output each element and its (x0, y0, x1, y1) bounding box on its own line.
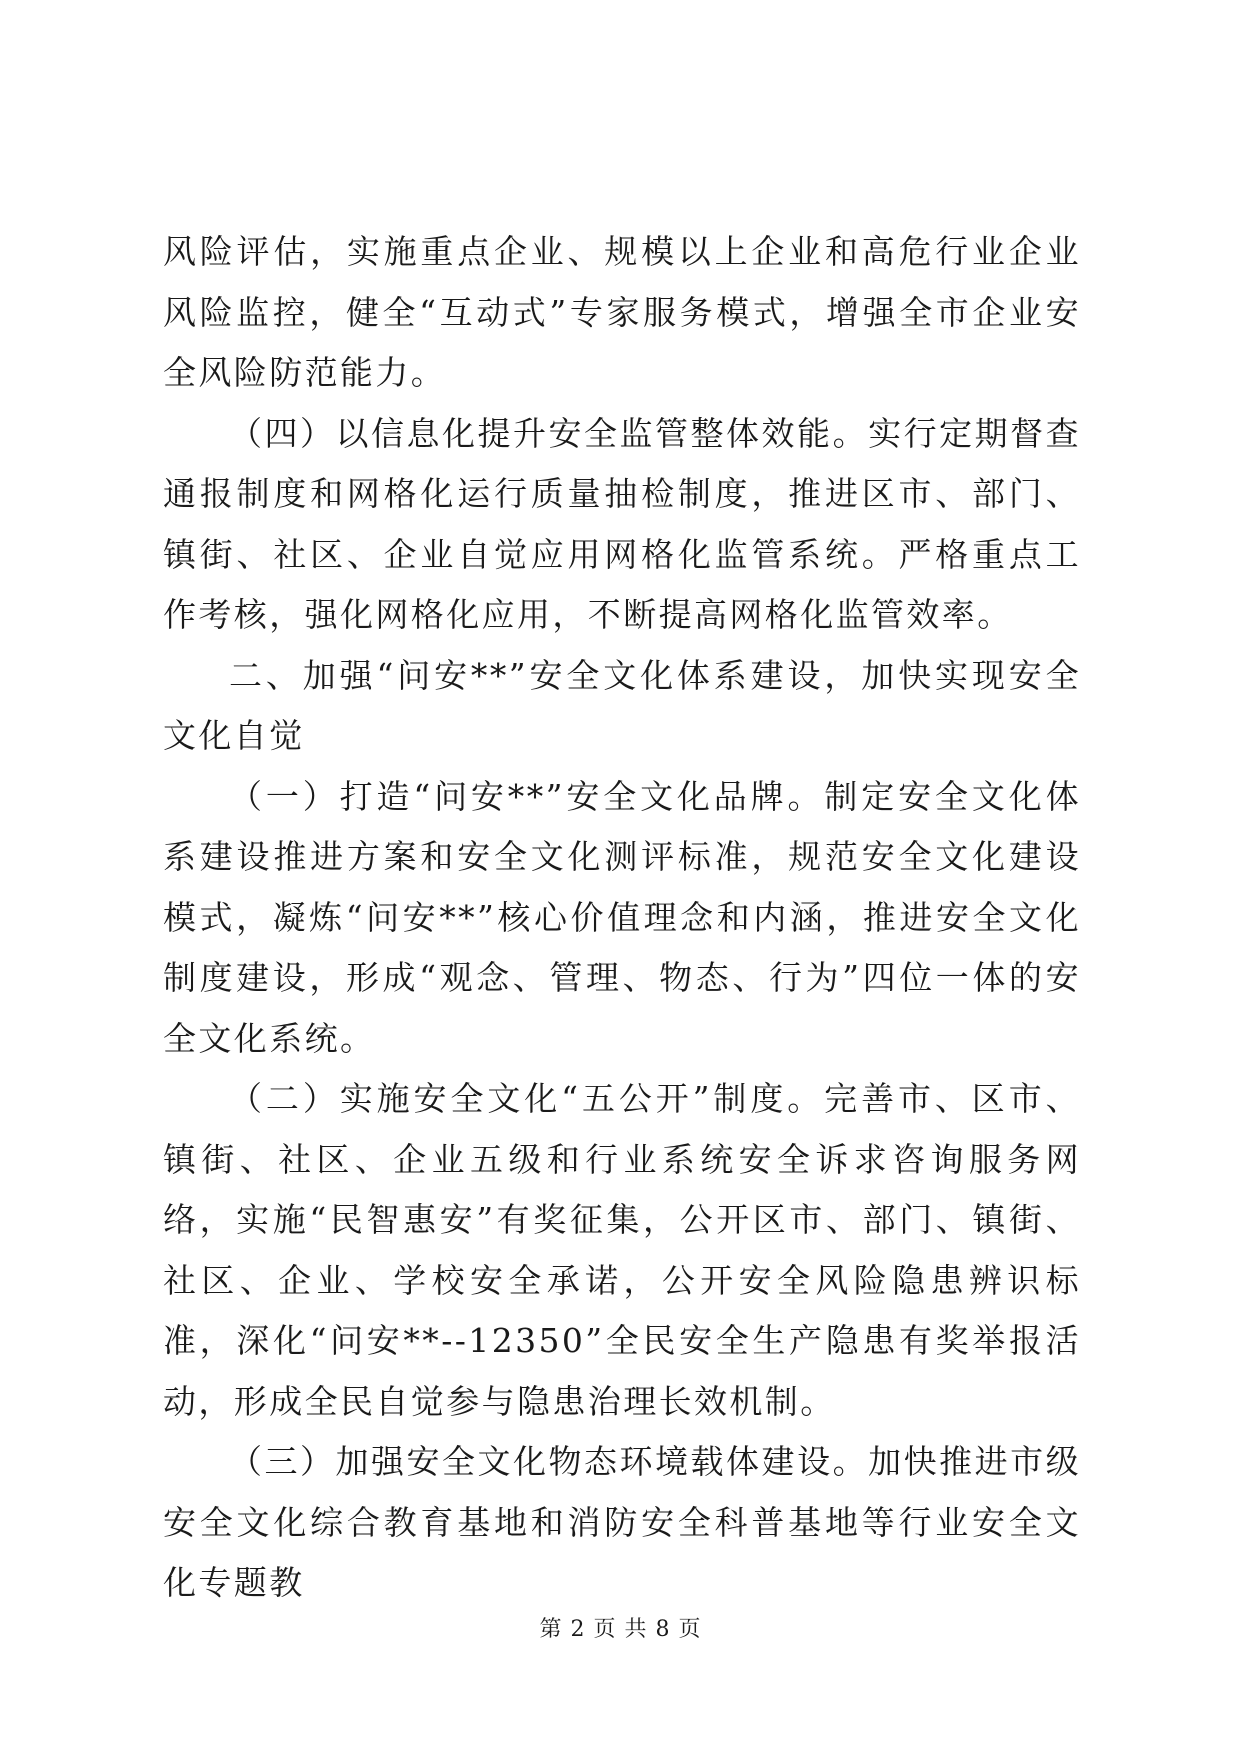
paragraph-section-2-five-public: （二）实施安全文化“五公开”制度。完善市、区市、镇街、社区、企业五级和行业系统安全诉求咨询服务网络，实施“民智惠安”有奖征集，公开区市、部门、镇街、社区、企业、学校安全承诺，公开安全风险隐患辨识标准，深化“问安**--12350”全民安全生产隐患有奖举报活动，形成全民自觉参与隐患治理长效机制。 (163, 1079, 1081, 1421)
paragraph-section-4-informatization: （四）以信息化提升安全监管整体效能。实行定期督查通报制度和网格化运行质量抽检制度，推进区市、部门、镇街、社区、企业自觉应用网格化监管系统。严格重点工作考核，强化网格化应用，不断提高网格化监管效率。 (163, 413, 1081, 634)
page-number-footer: 第 2 页 共 8 页 (539, 1617, 702, 1642)
paragraph-section-3-environment: （三）加强安全文化物态环境载体建设。加快推进市级安全文化综合教育基地和消防安全科普基地等行业安全文化专题教 (163, 1442, 1081, 1602)
document-body (163, 222, 1081, 1614)
paragraph-risk-assessment: 风险评估，实施重点企业、规模以上企业和高危行业企业风险监控，健全“互动式”专家服务模式，增强全市企业安全风险防范能力。 (163, 232, 1081, 392)
heading-section-2-safety-culture: 二、加强“问安**”安全文化体系建设，加快实现安全文化自觉 (163, 655, 1081, 755)
paragraph-section-1-brand: （一）打造“问安**”安全文化品牌。制定安全文化体系建设推进方案和安全文化测评标准，规范安全文化建设模式，凝炼“问安**”核心价值理念和内涵，推进安全文化制度建设，形成“观念、管理、物态、行为”四位一体的安全文化系统。 (163, 776, 1081, 1058)
